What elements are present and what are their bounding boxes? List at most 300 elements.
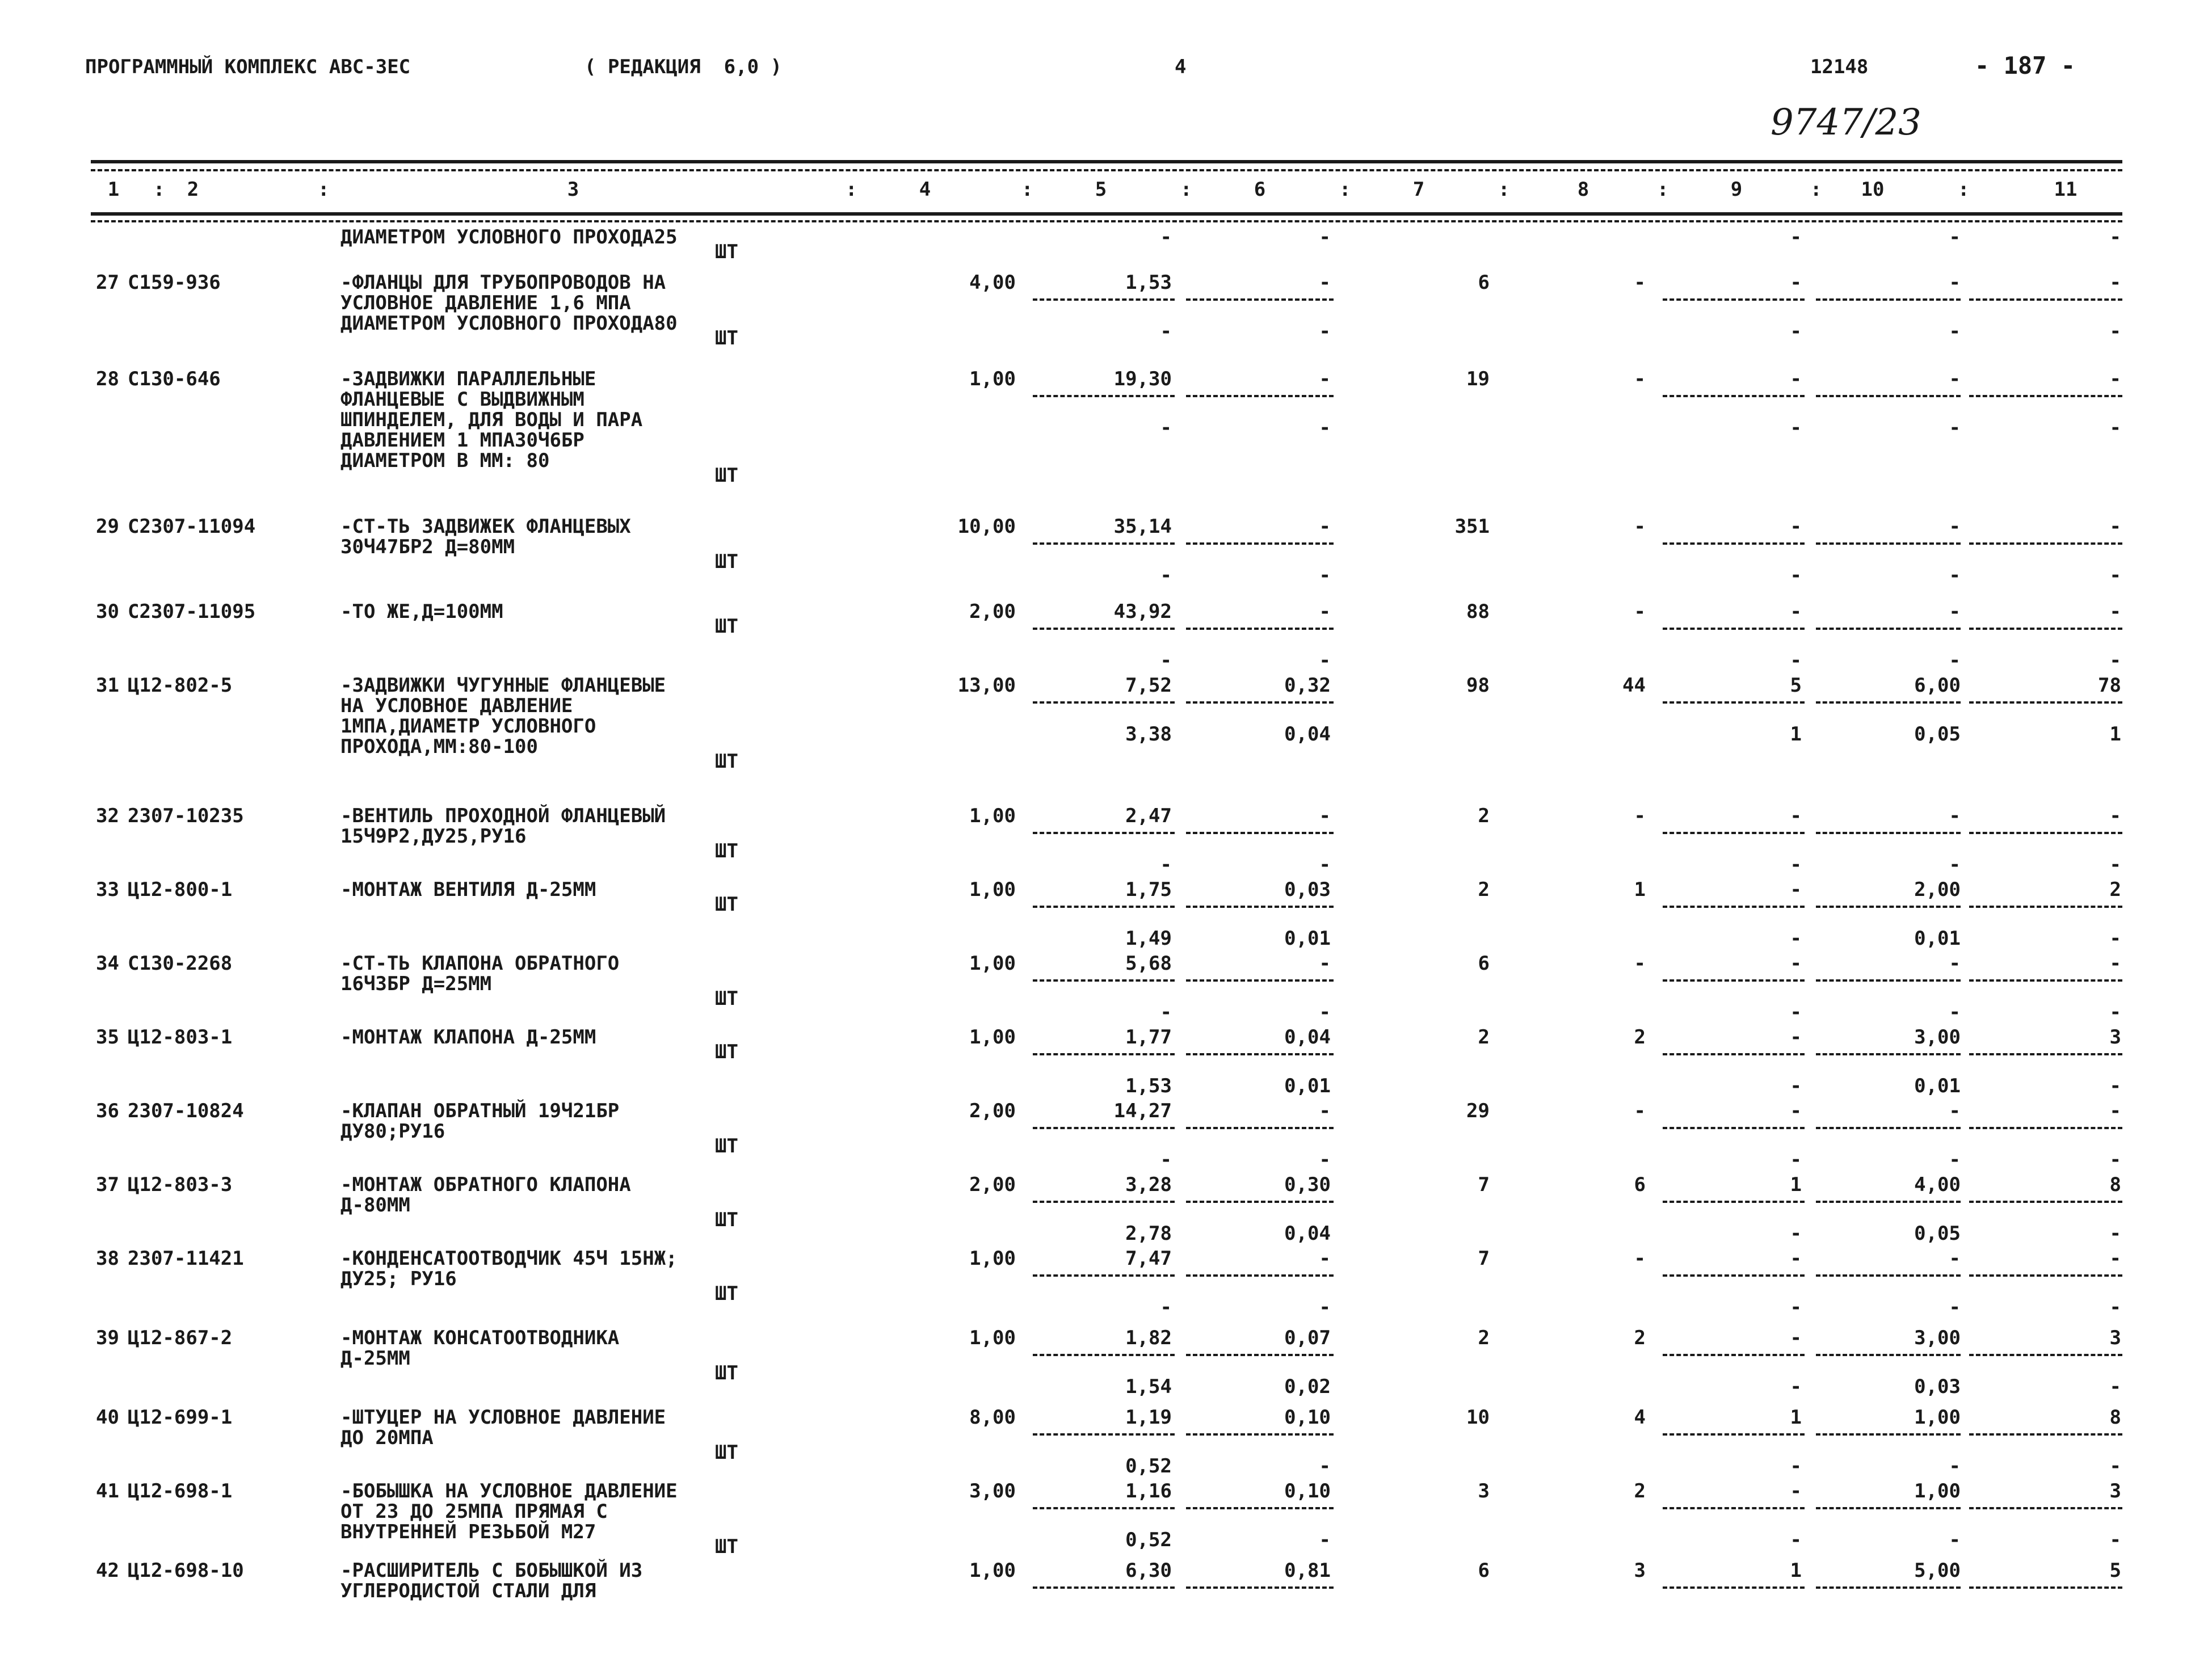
quantity-cell: 1,00	[969, 805, 1016, 827]
fraction-rule	[1816, 1507, 1961, 1509]
unit-label: ШТ	[715, 1282, 738, 1305]
c9-lower-cell: 1	[1790, 723, 1802, 746]
fraction-rule	[1816, 832, 1961, 834]
fraction-rule	[1969, 701, 2122, 704]
c10-upper-cell: 1,00	[1914, 1406, 1961, 1429]
fraction-rule	[1663, 1201, 1805, 1203]
c11-lower-cell: 1	[2109, 723, 2121, 746]
description-line: -КОНДЕНСАТООТВОДЧИК 45Ч 15НЖ;	[340, 1247, 678, 1270]
column-header-9: 9	[1730, 178, 1743, 201]
c6-upper-cell: 0,30	[1284, 1173, 1331, 1196]
c9-upper-cell: -	[1790, 952, 1802, 975]
column-header-8: 8	[1577, 178, 1589, 201]
c11-upper-cell: -	[2109, 952, 2121, 975]
c9-lower-cell: -	[1790, 853, 1802, 876]
fraction-rule	[1816, 395, 1961, 397]
col8-cell: 6	[1634, 1173, 1646, 1196]
c5-upper-cell: 6,30	[1125, 1559, 1172, 1582]
program-title: ПРОГРАММНЫЙ КОМПЛЕКС АВС-3ЕС	[85, 56, 411, 78]
sheet-number: - 187 -	[1975, 52, 2076, 79]
fraction-rule	[1816, 628, 1961, 630]
c10-lower-cell: -	[1949, 1296, 1961, 1319]
fraction-rule	[1033, 1274, 1175, 1277]
row-number: 36	[96, 1100, 119, 1122]
fraction-rule	[1969, 906, 2122, 908]
fraction-rule	[1186, 979, 1334, 982]
fraction-rule	[1663, 1586, 1805, 1589]
unit-label: ШТ	[715, 1362, 738, 1384]
description-line: -БОБЫШКА НА УСЛОВНОЕ ДАВЛЕНИЕ	[340, 1480, 678, 1503]
fraction-rule	[1663, 1507, 1805, 1509]
c10-upper-cell: 3,00	[1914, 1327, 1961, 1349]
row-code: 2307-11421	[128, 1247, 244, 1270]
description-line: 30Ч47БР2 Д=80ММ	[340, 536, 515, 558]
c11-lower-cell: -	[2109, 927, 2121, 950]
col8-cell: -	[1634, 1247, 1646, 1270]
c6-lower-cell: -	[1319, 1529, 1331, 1551]
c5-lower-cell: 3,38	[1125, 723, 1172, 746]
fraction-rule	[1816, 1354, 1961, 1356]
fraction-rule	[1969, 1507, 2122, 1509]
c10-upper-cell: -	[1949, 952, 1961, 975]
c11-upper-cell: -	[2109, 805, 2121, 827]
col7-cell: 10	[1466, 1406, 1490, 1429]
c5-upper-cell: 5,68	[1125, 952, 1172, 975]
description-line: ДИАМЕТРОМ УСЛОВНОГО ПРОХОДА25	[340, 226, 678, 249]
c5-upper-cell: 2,47	[1125, 805, 1172, 827]
col8-cell: 1	[1634, 878, 1646, 901]
description-line: НА УСЛОВНОЕ ДАВЛЕНИЕ	[340, 695, 573, 717]
col7-cell: 6	[1478, 952, 1490, 975]
col7-cell: 6	[1478, 1559, 1490, 1582]
fraction-rule	[1033, 1507, 1175, 1509]
c11-upper-cell: -	[2109, 1247, 2121, 1270]
c6-lower-cell: -	[1319, 1296, 1331, 1319]
row-number: 30	[96, 600, 119, 623]
column-header-5: 5	[1095, 178, 1107, 201]
c5-lower-cell: -	[1160, 226, 1172, 249]
fraction-rule	[1186, 1433, 1334, 1436]
row-number: 27	[96, 271, 119, 294]
c10-lower-cell: 0,03	[1914, 1375, 1961, 1398]
c9-upper-cell: -	[1790, 368, 1802, 390]
fraction-rule	[1033, 298, 1175, 301]
description-line: -ШТУЦЕР НА УСЛОВНОЕ ДАВЛЕНИЕ	[340, 1406, 666, 1429]
fraction-rule	[1663, 1274, 1805, 1277]
c9-lower-cell: -	[1790, 1455, 1802, 1478]
col7-cell: 2	[1478, 878, 1490, 901]
c11-upper-cell: 3	[2109, 1480, 2121, 1503]
c11-upper-cell: 8	[2109, 1173, 2121, 1196]
c6-upper-cell: -	[1319, 600, 1331, 623]
row-code: Ц12-698-10	[128, 1559, 244, 1582]
row-code: Ц12-802-5	[128, 674, 233, 697]
c10-upper-cell: 5,00	[1914, 1559, 1961, 1582]
c5-lower-cell: 0,52	[1125, 1529, 1172, 1551]
fraction-rule	[1663, 979, 1805, 982]
c10-lower-cell: 0,01	[1914, 927, 1961, 950]
c6-lower-cell: 0,04	[1284, 723, 1331, 746]
c6-lower-cell: -	[1319, 226, 1331, 249]
c6-lower-cell: -	[1319, 1148, 1331, 1171]
c5-upper-cell: 1,16	[1125, 1480, 1172, 1503]
description-line: 15Ч9Р2,ДУ25,РУ16	[340, 825, 527, 848]
c9-upper-cell: -	[1790, 1026, 1802, 1049]
unit-label: ШТ	[715, 1041, 738, 1063]
quantity-cell: 2,00	[969, 600, 1016, 623]
unit-label: ШТ	[715, 1209, 738, 1231]
c9-lower-cell: -	[1790, 1222, 1802, 1245]
column-header-4: 4	[919, 178, 931, 201]
description-line: -ВЕНТИЛЬ ПРОХОДНОЙ ФЛАНЦЕВЫЙ	[340, 805, 666, 827]
quantity-cell: 1,00	[969, 1559, 1016, 1582]
c6-upper-cell: 0,81	[1284, 1559, 1331, 1582]
c9-upper-cell: 5	[1790, 674, 1802, 697]
c5-lower-cell: -	[1160, 564, 1172, 587]
c10-lower-cell: -	[1949, 1001, 1961, 1024]
c6-lower-cell: -	[1319, 416, 1331, 439]
quantity-cell: 1,00	[969, 368, 1016, 390]
c9-upper-cell: -	[1790, 1100, 1802, 1122]
row-number: 32	[96, 805, 119, 827]
c10-upper-cell: -	[1949, 515, 1961, 538]
c9-upper-cell: -	[1790, 271, 1802, 294]
c5-lower-cell: 1,53	[1125, 1075, 1172, 1097]
c5-upper-cell: 1,19	[1125, 1406, 1172, 1429]
fraction-rule	[1186, 1507, 1334, 1509]
fraction-rule	[1663, 628, 1805, 630]
unit-label: ШТ	[715, 241, 738, 263]
col7-cell: 351	[1454, 515, 1490, 538]
fraction-rule	[1033, 1201, 1175, 1203]
row-code: 2307-10235	[128, 805, 244, 827]
col7-cell: 2	[1478, 1026, 1490, 1049]
fraction-rule	[1033, 542, 1175, 545]
c6-upper-cell: -	[1319, 1100, 1331, 1122]
c5-upper-cell: 35,14	[1113, 515, 1172, 538]
fraction-rule	[1663, 701, 1805, 704]
column-separator: :	[1810, 178, 1822, 201]
c5-upper-cell: 1,75	[1125, 878, 1172, 901]
col8-cell: 3	[1634, 1559, 1646, 1582]
description-line: -МОНТАЖ ОБРАТНОГО КЛАПОНА	[340, 1173, 631, 1196]
c9-lower-cell: -	[1790, 320, 1802, 343]
description-line: -МОНТАЖ ВЕНТИЛЯ Д-25ММ	[340, 878, 596, 901]
fraction-rule	[1186, 1127, 1334, 1129]
fraction-rule	[1033, 1433, 1175, 1436]
fraction-rule	[1663, 1053, 1805, 1055]
c5-upper-cell: 19,30	[1113, 368, 1172, 390]
row-number: 33	[96, 878, 119, 901]
c5-lower-cell: -	[1160, 853, 1172, 876]
c5-lower-cell: 1,49	[1125, 927, 1172, 950]
c10-upper-cell: 4,00	[1914, 1173, 1961, 1196]
c11-upper-cell: 3	[2109, 1327, 2121, 1349]
header-rule-dashed	[91, 220, 2122, 222]
description-line: ШПИНДЕЛЕМ, ДЛЯ ВОДЫ И ПАРА	[340, 409, 643, 431]
c10-lower-cell: 0,01	[1914, 1075, 1961, 1097]
column-header-6: 6	[1254, 178, 1266, 201]
fraction-rule	[1033, 832, 1175, 834]
row-code: С159-936	[128, 271, 221, 294]
fraction-rule	[1033, 1354, 1175, 1356]
description-line: -ТО ЖЕ,Д=100ММ	[340, 600, 503, 623]
c10-upper-cell: 2,00	[1914, 878, 1961, 901]
column-separator: :	[846, 178, 857, 201]
row-number: 28	[96, 368, 119, 390]
fraction-rule	[1033, 1053, 1175, 1055]
fraction-rule	[1969, 298, 2122, 301]
c6-upper-cell: -	[1319, 1247, 1331, 1270]
c9-upper-cell: 1	[1790, 1406, 1802, 1429]
row-code: 2307-10824	[128, 1100, 244, 1122]
c6-upper-cell: -	[1319, 271, 1331, 294]
document-code: 12148	[1810, 56, 1869, 78]
description-line: Д-80ММ	[340, 1194, 410, 1217]
c6-lower-cell: -	[1319, 1001, 1331, 1024]
c11-lower-cell: -	[2109, 1455, 2121, 1478]
unit-label: ШТ	[715, 464, 738, 487]
fraction-rule	[1033, 906, 1175, 908]
header-rule	[91, 212, 2122, 216]
unit-label: ШТ	[715, 893, 738, 916]
quantity-cell: 1,00	[969, 1247, 1016, 1270]
col7-cell: 6	[1478, 271, 1490, 294]
description-line: -ФЛАНЦЫ ДЛЯ ТРУБОПРОВОДОВ НА	[340, 271, 666, 294]
column-separator: :	[1958, 178, 1970, 201]
c6-lower-cell: 0,04	[1284, 1222, 1331, 1245]
c11-upper-cell: -	[2109, 600, 2121, 623]
c11-lower-cell: -	[2109, 1001, 2121, 1024]
row-code: С130-646	[128, 368, 221, 390]
description-line: ФЛАНЦЕВЫЕ С ВЫДВИЖНЫМ	[340, 388, 584, 411]
col8-cell: -	[1634, 1100, 1646, 1122]
c5-upper-cell: 7,47	[1125, 1247, 1172, 1270]
c9-lower-cell: -	[1790, 226, 1802, 249]
c9-upper-cell: 1	[1790, 1173, 1802, 1196]
fraction-rule	[1816, 979, 1961, 982]
quantity-cell: 1,00	[969, 952, 1016, 975]
row-code: Ц12-698-1	[128, 1480, 233, 1503]
fraction-rule	[1186, 395, 1334, 397]
c6-lower-cell: -	[1319, 320, 1331, 343]
c6-upper-cell: 0,03	[1284, 878, 1331, 901]
c10-lower-cell: -	[1949, 1148, 1961, 1171]
fraction-rule	[1969, 542, 2122, 545]
description-line: -МОНТАЖ КОНСАТООТВОДНИКА	[340, 1327, 620, 1349]
c9-upper-cell: -	[1790, 1247, 1802, 1270]
c5-lower-cell: -	[1160, 649, 1172, 672]
fraction-rule	[1663, 298, 1805, 301]
fraction-rule	[1816, 1053, 1961, 1055]
fraction-rule	[1186, 1201, 1334, 1203]
c9-lower-cell: -	[1790, 1375, 1802, 1398]
description-line: -КЛАПАН ОБРАТНЫЙ 19Ч21БР	[340, 1100, 620, 1122]
description-line: ВНУТРЕННЕЙ РЕЗЬБОЙ М27	[340, 1521, 596, 1543]
fraction-rule	[1186, 832, 1334, 834]
c11-lower-cell: -	[2109, 1075, 2121, 1097]
description-line: -СТ-ТЬ ЗАДВИЖЕК ФЛАНЦЕВЫХ	[340, 515, 631, 538]
c10-upper-cell: -	[1949, 600, 1961, 623]
c11-lower-cell: -	[2109, 1222, 2121, 1245]
c10-upper-cell: 3,00	[1914, 1026, 1961, 1049]
fraction-rule	[1816, 542, 1961, 545]
fraction-rule	[1969, 832, 2122, 834]
col7-cell: 88	[1466, 600, 1490, 623]
row-number: 42	[96, 1559, 119, 1582]
unit-label: ШТ	[715, 615, 738, 638]
c11-lower-cell: -	[2109, 564, 2121, 587]
c10-upper-cell: -	[1949, 1100, 1961, 1122]
description-line: ДУ25; РУ16	[340, 1268, 457, 1290]
col7-cell: 98	[1466, 674, 1490, 697]
c11-upper-cell: 5	[2109, 1559, 2121, 1582]
c6-lower-cell: 0,01	[1284, 927, 1331, 950]
quantity-cell: 13,00	[957, 674, 1016, 697]
col7-cell: 2	[1478, 1327, 1490, 1349]
description-line: -РАСШИРИТЕЛЬ С БОБЫШКОЙ ИЗ	[340, 1559, 643, 1582]
fraction-rule	[1033, 701, 1175, 704]
row-number: 41	[96, 1480, 119, 1503]
quantity-cell: 10,00	[957, 515, 1016, 538]
c5-upper-cell: 1,82	[1125, 1327, 1172, 1349]
c10-upper-cell: -	[1949, 368, 1961, 390]
c10-lower-cell: -	[1949, 1529, 1961, 1551]
unit-label: ШТ	[715, 987, 738, 1010]
fraction-rule	[1663, 906, 1805, 908]
column-header-1: 1	[107, 178, 120, 201]
row-number: 35	[96, 1026, 119, 1049]
c11-lower-cell: -	[2109, 649, 2121, 672]
fraction-rule	[1969, 1433, 2122, 1436]
description-line: ДАВЛЕНИЕМ 1 МПА30Ч6БР	[340, 429, 584, 452]
c11-lower-cell: -	[2109, 226, 2121, 249]
c6-upper-cell: 0,04	[1284, 1026, 1331, 1049]
col8-cell: -	[1634, 805, 1646, 827]
unit-label: ШТ	[715, 840, 738, 862]
fraction-rule	[1816, 298, 1961, 301]
row-code: Ц12-867-2	[128, 1327, 233, 1349]
description-line: -СТ-ТЬ КЛАПОНА ОБРАТНОГО	[340, 952, 620, 975]
c6-upper-cell: 0,32	[1284, 674, 1331, 697]
fraction-rule	[1033, 395, 1175, 397]
c6-upper-cell: 0,07	[1284, 1327, 1331, 1349]
description-line: -ЗАДВИЖКИ ЧУГУННЫЕ ФЛАНЦЕВЫЕ	[340, 674, 666, 697]
description-line: ДИАМЕТРОМ В ММ: 80	[340, 449, 550, 472]
column-header-10: 10	[1861, 178, 1885, 201]
c9-lower-cell: -	[1790, 1148, 1802, 1171]
row-code: С2307-11095	[128, 600, 256, 623]
description-line: 16Ч3БР Д=25ММ	[340, 973, 492, 995]
c11-upper-cell: 2	[2109, 878, 2121, 901]
fraction-rule	[1186, 298, 1334, 301]
c9-lower-cell: -	[1790, 927, 1802, 950]
c10-upper-cell: -	[1949, 1247, 1961, 1270]
col8-cell: -	[1634, 271, 1646, 294]
c9-lower-cell: -	[1790, 416, 1802, 439]
column-separator: :	[1021, 178, 1033, 201]
c5-upper-cell: 3,28	[1125, 1173, 1172, 1196]
fraction-rule	[1186, 628, 1334, 630]
c11-upper-cell: 3	[2109, 1026, 2121, 1049]
fraction-rule	[1969, 1201, 2122, 1203]
col8-cell: -	[1634, 600, 1646, 623]
col7-cell: 19	[1466, 368, 1490, 390]
c6-upper-cell: -	[1319, 515, 1331, 538]
column-header-2: 2	[187, 178, 199, 201]
row-number: 34	[96, 952, 119, 975]
fraction-rule	[1969, 1274, 2122, 1277]
col8-cell: 2	[1634, 1480, 1646, 1503]
top-rule	[91, 160, 2122, 163]
unit-label: ШТ	[715, 1135, 738, 1158]
row-code: Ц12-699-1	[128, 1406, 233, 1429]
fraction-rule	[1969, 628, 2122, 630]
c5-upper-cell: 7,52	[1125, 674, 1172, 697]
c6-lower-cell: 0,02	[1284, 1375, 1331, 1398]
fraction-rule	[1969, 1586, 2122, 1589]
c10-upper-cell: -	[1949, 271, 1961, 294]
c9-lower-cell: -	[1790, 1296, 1802, 1319]
fraction-rule	[1969, 395, 2122, 397]
unit-label: ШТ	[715, 550, 738, 573]
description-line: УГЛЕРОДИСТОЙ СТАЛИ ДЛЯ	[340, 1580, 596, 1602]
description-line: ПРОХОДА,ММ:80-100	[340, 735, 538, 758]
column-header-11: 11	[2054, 178, 2078, 201]
c10-lower-cell: -	[1949, 1455, 1961, 1478]
col8-cell: -	[1634, 368, 1646, 390]
col7-cell: 3	[1478, 1480, 1490, 1503]
description-line: ДО 20МПА	[340, 1426, 434, 1449]
handwritten-note: 9747/23	[1771, 102, 1921, 144]
c10-upper-cell: 1,00	[1914, 1480, 1961, 1503]
c9-lower-cell: -	[1790, 649, 1802, 672]
column-separator: :	[1657, 178, 1669, 201]
row-code: Ц12-803-3	[128, 1173, 233, 1196]
c10-upper-cell: -	[1949, 805, 1961, 827]
fraction-rule	[1663, 1433, 1805, 1436]
row-code: Ц12-803-1	[128, 1026, 233, 1049]
c10-lower-cell: -	[1949, 853, 1961, 876]
c11-lower-cell: -	[2109, 1296, 2121, 1319]
row-number: 40	[96, 1406, 119, 1429]
c6-upper-cell: 0,10	[1284, 1480, 1331, 1503]
column-separator: :	[318, 178, 330, 201]
c11-lower-cell: -	[2109, 1529, 2121, 1551]
c6-lower-cell: -	[1319, 649, 1331, 672]
unit-label: ШТ	[715, 1441, 738, 1464]
fraction-rule	[1816, 1586, 1961, 1589]
fraction-rule	[1033, 1127, 1175, 1129]
quantity-cell: 2,00	[969, 1173, 1016, 1196]
c6-lower-cell: -	[1319, 1455, 1331, 1478]
c9-upper-cell: -	[1790, 600, 1802, 623]
row-code: Ц12-800-1	[128, 878, 233, 901]
fraction-rule	[1663, 542, 1805, 545]
c9-lower-cell: -	[1790, 564, 1802, 587]
fraction-rule	[1816, 906, 1961, 908]
row-number: 38	[96, 1247, 119, 1270]
fraction-rule	[1816, 1127, 1961, 1129]
top-rule-dashed	[91, 169, 2122, 171]
c11-lower-cell: -	[2109, 1375, 2121, 1398]
description-line: ОТ 23 ДО 25МПА ПРЯМАЯ С	[340, 1500, 608, 1523]
fraction-rule	[1186, 906, 1334, 908]
c5-upper-cell: 43,92	[1113, 600, 1172, 623]
c5-lower-cell: 0,52	[1125, 1455, 1172, 1478]
fraction-rule	[1816, 1274, 1961, 1277]
fraction-rule	[1186, 1354, 1334, 1356]
